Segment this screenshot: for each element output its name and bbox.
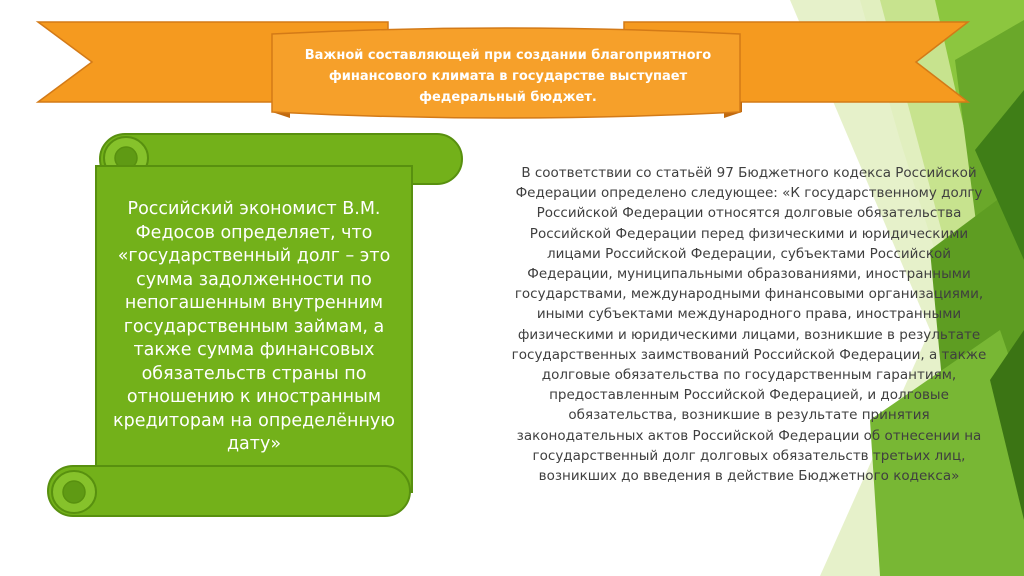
banner-heading: Важной составляющей при создании благоприятного финансового климата в государстве выступает федеральный бюджет.: [304, 47, 712, 105]
budget-code-article-text: В соответствии со статьёй 97 Бюджетного кодекса Российской Федерации определено следующее: «К государственному долгу Российской Федерации относятся долговые обязательства Российской Федерации перед физическими и юридическими лицами Российской Федерации, субъектами Российской Федерации, муниципальными образованиями, иностранными государствами, международными финансовыми организациями, иными субъектами международного права, иностранными физическими и юридическими лицами, возникшие в результате государственных заимствований Российской Федерации, а также долговые обязательства по государственным гарантиям, предоставленным Российской Федерацией, и долговые обязательства, возникшие в результате принятия законодательных актов Российской Федерации об отнесении на государственный долг долговых обязательств третьих лиц, возникших до введения в действие Бюджетного кодекса»: [511, 165, 987, 485]
scroll-quote-text: Российский экономист В.М. Федосов определяет, что «государственный долг – это сумма задолженности по непогашенным внутренним государственным займам, а также сумма финансовых обязательств страны по отношению к иностранным кредиторам на определённую дату»: [113, 199, 395, 454]
